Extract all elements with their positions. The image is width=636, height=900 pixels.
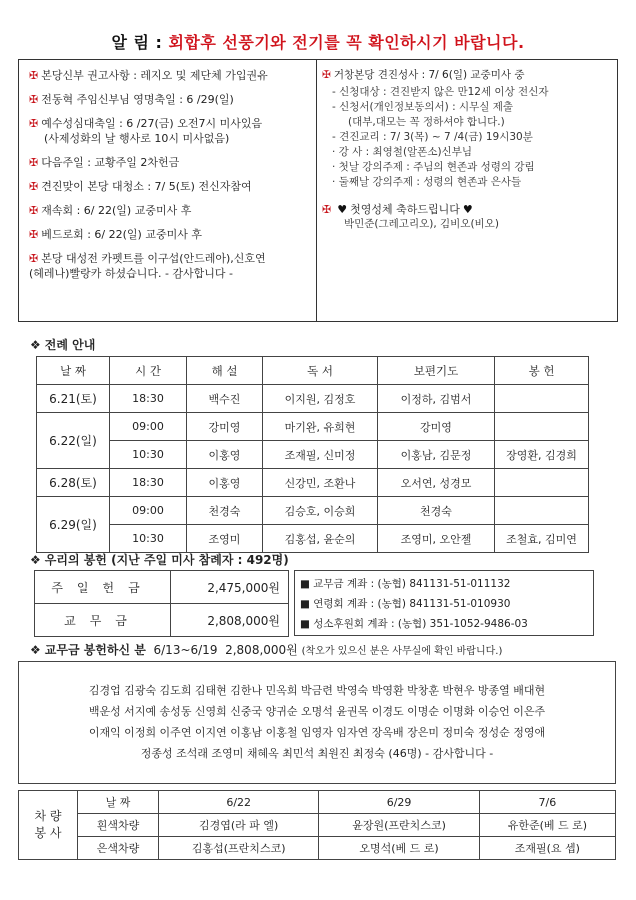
notice-item: ✠ 본당신부 권고사항 : 레지오 및 제단체 가입권유 xyxy=(29,69,268,82)
table-header-row xyxy=(37,357,589,385)
notice-item: ✠ 예수성심대축일 : 6 /27(금) 오전7시 미사있음 (사제성화의 날 행사로 10시 미사없음) xyxy=(29,117,263,145)
table-row: 6.28(토) 18:30 이홍영 신강민, 조환나 오서연, 성경모 xyxy=(37,469,589,497)
diamond-bullet-icon: ❖ xyxy=(30,643,41,657)
notice-box xyxy=(18,59,618,322)
donor-line: 이재익 이정희 이주연 이지연 이홍남 이홍철 임영자 임자연 장옥배 장은미 정미숙 정성순 정영애 xyxy=(88,726,546,739)
cross-icon: ✠ xyxy=(29,228,39,241)
confirmation-line: - 신청서(개인정보동의서) : 시무실 제출 xyxy=(332,101,514,113)
account-line: ■ 연령회 계좌 : (농협) 841131-51-010930 xyxy=(300,598,511,610)
account-line: ■ 성소후원회 계좌 : (농협) 351-1052-9486-03 xyxy=(300,618,528,630)
confirmation-line: · 첫날 강의주제 : 주님의 현존과 성령의 강림 xyxy=(332,161,535,173)
table-header-row xyxy=(19,791,616,814)
title-message: 회합후 선풍기와 전기를 꼭 확인하시기 바랍니다. xyxy=(162,33,525,52)
offering-section-title: ❖ 우리의 봉헌 (지난 주일 미사 참례자 : 492명) xyxy=(30,553,289,567)
confirmation-heading: ✠ 거창본당 견진성사 : 7/ 6(일) 교중미사 중 xyxy=(322,69,525,81)
table-row: 10:30 이홍영 조재필, 신미정 이홍남, 김문정 장영환, 김경희 xyxy=(37,441,589,469)
notice-divider xyxy=(316,60,317,321)
car-service-table xyxy=(18,790,616,860)
notice-item: ✠ 본당 대성전 카펫트를 이구섭(안드레아),신호연 (헤레나)빨랑카 하셨습니다. - 감사합니다 - xyxy=(29,252,266,280)
donors-section-title: ❖ 교무금 봉헌하신 분 6/13~6/19 2,808,000원 (착오가 있으신 분은 사무실에 확인 바랍니다.) xyxy=(30,643,503,657)
notice-item: ✠ 다음주일 : 교황주일 2차헌금 xyxy=(29,156,180,169)
liturgy-section-title: ❖ 전례 안내 xyxy=(30,338,96,352)
table-row: 6.21(토) 18:30 백수진 이지원, 김정호 이정하, 김범서 xyxy=(37,385,589,413)
table-row: 은색차량 김홍섭(프란치스코) 오명석(베 드 로) 조재필(요 셉) xyxy=(19,837,616,860)
column-header: 6/22 xyxy=(159,791,319,814)
diamond-bullet-icon: ❖ xyxy=(30,553,41,567)
column-header: 봉 헌 xyxy=(495,357,589,385)
cross-icon: ✠ xyxy=(322,203,332,216)
page-title xyxy=(0,30,636,53)
notice-left-column xyxy=(29,68,314,290)
cross-icon: ✠ xyxy=(29,204,39,217)
car-service-label: 차 량 봉 사 xyxy=(19,791,78,860)
table-row: 6.29(일) 09:00 천경숙 김승호, 이승희 천경숙 xyxy=(37,497,589,525)
table-row: 주일헌금 2,475,000원 xyxy=(35,571,289,604)
column-header: 시 간 xyxy=(110,357,187,385)
table-row: 10:30 조영미 김홍섭, 윤순의 조영미, 오안젤 조철효, 김미연 xyxy=(37,525,589,553)
diamond-bullet-icon: ❖ xyxy=(30,338,41,352)
table-row: 흰색차량 김경엽(라 파 엘) 윤장원(프란치스코) 유한준(베 드 로) xyxy=(19,814,616,837)
column-header: 해 설 xyxy=(187,357,263,385)
donor-line: 김경업 김광숙 김도희 김태현 김한나 민옥희 박금련 박영숙 박영환 박창훈 박현우 방종열 배대현 xyxy=(88,684,546,697)
offering-table xyxy=(34,570,289,637)
table-row: 6.22(일) 09:00 강미영 마기완, 유희현 강미영 xyxy=(37,413,589,441)
notice-item: ✠ 전동혁 주임신부님 영명축일 : 6 /29(일) xyxy=(29,93,234,106)
notice-item: ✠ 재속회 : 6/ 22(일) 교중미사 후 xyxy=(29,204,192,217)
cross-icon: ✠ xyxy=(29,252,39,265)
attendance-count: (지난 주일 미사 참례자 : 492명) xyxy=(111,553,289,567)
account-line: ■ 교무금 계좌 : (농협) 841131-51-011132 xyxy=(300,578,511,590)
column-header: 날 짜 xyxy=(37,357,110,385)
column-header: 6/29 xyxy=(319,791,479,814)
first-communion-names: 박민준(그레고리오), 김비오(비오) xyxy=(344,218,499,230)
cross-icon: ✠ xyxy=(29,117,39,130)
donor-list xyxy=(18,661,616,784)
column-header: 보편기도 xyxy=(378,357,495,385)
notice-item: ✠ 베드로회 : 6/ 22(일) 교중미사 후 xyxy=(29,228,202,241)
donor-line: 백운성 서지예 송성동 신영희 신중국 양귀순 오명석 윤권목 이경도 이명순 이명화 이승언 이은주 xyxy=(88,705,546,718)
confirmation-line: - 견진교리 : 7/ 3(목) ~ 7 /4(금) 19시30분 xyxy=(332,131,533,143)
heart-icon: ♥ xyxy=(337,203,348,216)
column-header: 독 서 xyxy=(263,357,378,385)
square-bullet-icon: ■ xyxy=(300,598,314,610)
column-header: 날 짜 xyxy=(78,791,159,814)
confirmation-line: · 둘째날 강의주제 : 성령의 현존과 은사들 xyxy=(332,176,522,188)
donor-line: 정종성 조석래 조영미 채혜옥 최민석 최원진 최정숙 (46명) - 감사합니다 - xyxy=(140,747,494,760)
confirmation-line: · 강 사 : 최영철(알폰소)신부님 xyxy=(332,146,472,158)
cross-icon: ✠ xyxy=(322,69,331,81)
heart-icon: ♥ xyxy=(462,203,473,216)
cross-icon: ✠ xyxy=(29,69,39,82)
cross-icon: ✠ xyxy=(29,156,39,169)
table-row: 교무금 2,808,000원 xyxy=(35,604,289,637)
confirmation-line: (대부,대모는 꼭 정하셔야 합니다.) xyxy=(348,116,505,128)
notice-right-column xyxy=(322,68,614,232)
cross-icon: ✠ xyxy=(29,93,39,106)
first-communion-heading: ✠ ♥ 첫영성체 축하드립니다 ♥ xyxy=(322,203,473,216)
confirmation-line: - 신청대상 : 견진받지 않은 만12세 이상 전신자 xyxy=(332,86,549,98)
notice-item: ✠ 견진맞이 본당 대청소 : 7/ 5(토) 전신자참여 xyxy=(29,180,252,193)
square-bullet-icon: ■ xyxy=(300,618,314,630)
title-lead: 알 림 : xyxy=(111,33,163,52)
liturgy-table xyxy=(36,356,589,553)
column-header: 7/6 xyxy=(479,791,615,814)
square-bullet-icon: ■ xyxy=(300,578,314,590)
cross-icon: ✠ xyxy=(29,180,39,193)
bank-accounts xyxy=(294,570,594,636)
